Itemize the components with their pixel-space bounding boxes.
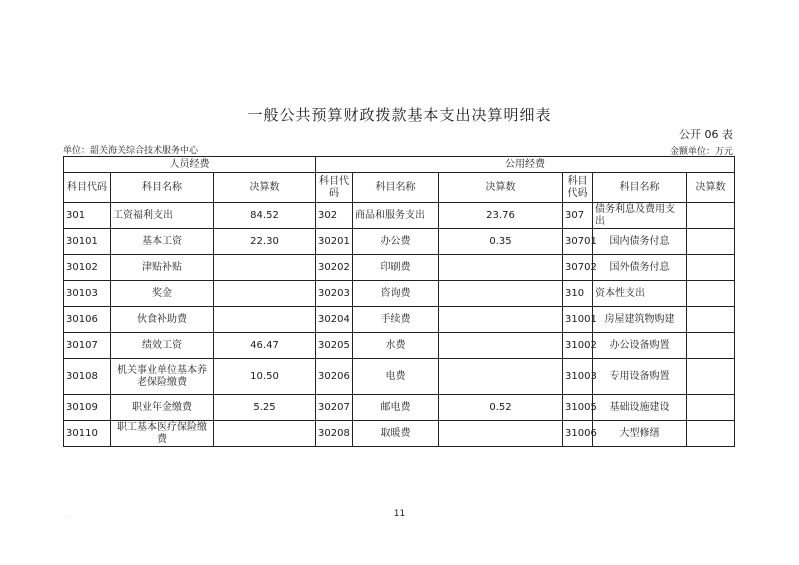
personnel-expense-header: 人员经费 — [64, 157, 316, 173]
amount: 22.30 — [214, 229, 316, 255]
subject-name: 商品和服务支出 — [353, 203, 439, 229]
subject-name: 职工基本医疗保险缴费 — [111, 421, 214, 447]
subject-name: 伙食补助费 — [111, 307, 214, 333]
amount — [214, 421, 316, 447]
subject-name: 资本性支出 — [593, 281, 687, 307]
amount — [687, 203, 735, 229]
table-row — [64, 359, 735, 395]
subject-code: 30204 — [316, 307, 353, 333]
column-header-amount: 决算数 — [439, 173, 563, 203]
subject-code: 30205 — [316, 333, 353, 359]
amount — [214, 281, 316, 307]
subject-code: 31003 — [563, 359, 593, 395]
subject-name: 大型修缮 — [593, 421, 687, 447]
amount — [439, 255, 563, 281]
amount — [687, 229, 735, 255]
amount: 23.76 — [439, 203, 563, 229]
subject-name: 债务利息及费用支出 — [593, 203, 687, 229]
subject-code: 30107 — [64, 333, 111, 359]
subject-name: 工资福利支出 — [111, 203, 214, 229]
corner-mark: . — [66, 512, 68, 519]
column-header-code: 科目代码 — [64, 173, 111, 203]
amount — [214, 255, 316, 281]
column-header-name: 科目名称 — [593, 173, 687, 203]
subject-code: 310 — [563, 281, 593, 307]
subject-name: 手续费 — [353, 307, 439, 333]
amount — [214, 307, 316, 333]
table-row — [64, 203, 735, 229]
subject-code: 30208 — [316, 421, 353, 447]
subject-name: 咨询费 — [353, 281, 439, 307]
subject-name: 国外债务付息 — [593, 255, 687, 281]
amount: 10.50 — [214, 359, 316, 395]
subject-name: 房屋建筑物购建 — [593, 307, 687, 333]
table-row — [64, 395, 735, 421]
table-row — [64, 307, 735, 333]
subject-code: 31005 — [563, 395, 593, 421]
amount — [439, 281, 563, 307]
amount — [439, 333, 563, 359]
amount — [687, 281, 735, 307]
group-header-row — [64, 157, 735, 173]
subject-name: 电费 — [353, 359, 439, 395]
table-row — [64, 421, 735, 447]
amount — [687, 307, 735, 333]
subject-code: 30101 — [64, 229, 111, 255]
table-row — [64, 333, 735, 359]
subject-name: 水费 — [353, 333, 439, 359]
subject-code: 30206 — [316, 359, 353, 395]
subject-name: 绩效工资 — [111, 333, 214, 359]
table-row — [64, 229, 735, 255]
subject-code: 30109 — [64, 395, 111, 421]
amount: 84.52 — [214, 203, 316, 229]
amount — [687, 255, 735, 281]
column-header-name: 科目名称 — [353, 173, 439, 203]
subject-code: 302 — [316, 203, 353, 229]
subject-code: 31006 — [563, 421, 593, 447]
column-header-row — [64, 173, 735, 203]
subject-name: 邮电费 — [353, 395, 439, 421]
amount: 5.25 — [214, 395, 316, 421]
subject-code: 30108 — [64, 359, 111, 395]
subject-name: 办公设备购置 — [593, 333, 687, 359]
amount: 46.47 — [214, 333, 316, 359]
column-header-amount: 决算数 — [214, 173, 316, 203]
subject-name: 津贴补贴 — [111, 255, 214, 281]
subject-name: 国内债务付息 — [593, 229, 687, 255]
amount — [687, 333, 735, 359]
subject-name: 基本工资 — [111, 229, 214, 255]
column-header-code: 科目代码 — [563, 173, 593, 203]
column-header-name: 科目名称 — [111, 173, 214, 203]
subject-name: 职业年金缴费 — [111, 395, 214, 421]
subject-name: 印刷费 — [353, 255, 439, 281]
subject-code: 30203 — [316, 281, 353, 307]
amount — [439, 359, 563, 395]
public-expense-header: 公用经费 — [316, 157, 735, 173]
subject-code: 307 — [563, 203, 593, 229]
subject-code: 30701 — [563, 229, 593, 255]
form-number: 公开 06 表 — [679, 128, 733, 141]
subject-name: 奖金 — [111, 281, 214, 307]
table-row — [64, 281, 735, 307]
expenditure-detail-table — [63, 156, 735, 447]
amount — [439, 421, 563, 447]
subject-code: 301 — [64, 203, 111, 229]
subject-name: 专用设备购置 — [593, 359, 687, 395]
column-header-code: 科目代码 — [316, 173, 353, 203]
table-row — [64, 255, 735, 281]
amount — [687, 359, 735, 395]
amount — [439, 307, 563, 333]
subject-code: 30102 — [64, 255, 111, 281]
amount: 0.35 — [439, 229, 563, 255]
page-title: 一般公共预算财政拨款基本支出决算明细表 — [247, 106, 552, 124]
subject-code: 30201 — [316, 229, 353, 255]
subject-code: 30207 — [316, 395, 353, 421]
amount-unit-label: 金额单位：万元 — [669, 147, 733, 157]
subject-code: 31001 — [563, 307, 593, 333]
subject-code: 30103 — [64, 281, 111, 307]
subject-name: 取暖费 — [353, 421, 439, 447]
subject-code: 30202 — [316, 255, 353, 281]
column-header-amount: 决算数 — [687, 173, 735, 203]
amount — [687, 421, 735, 447]
subject-name: 基础设施建设 — [593, 395, 687, 421]
amount: 0.52 — [439, 395, 563, 421]
reporting-unit: 单位：韶关海关综合技术服务中心 — [63, 146, 199, 156]
page-number: 11 — [393, 509, 406, 519]
amount — [687, 395, 735, 421]
subject-name: 办公费 — [353, 229, 439, 255]
subject-code: 30106 — [64, 307, 111, 333]
subject-code: 31002 — [563, 333, 593, 359]
subject-name: 机关事业单位基本养老保险缴费 — [111, 359, 214, 395]
subject-code: 30110 — [64, 421, 111, 447]
subject-code: 30702 — [563, 255, 593, 281]
